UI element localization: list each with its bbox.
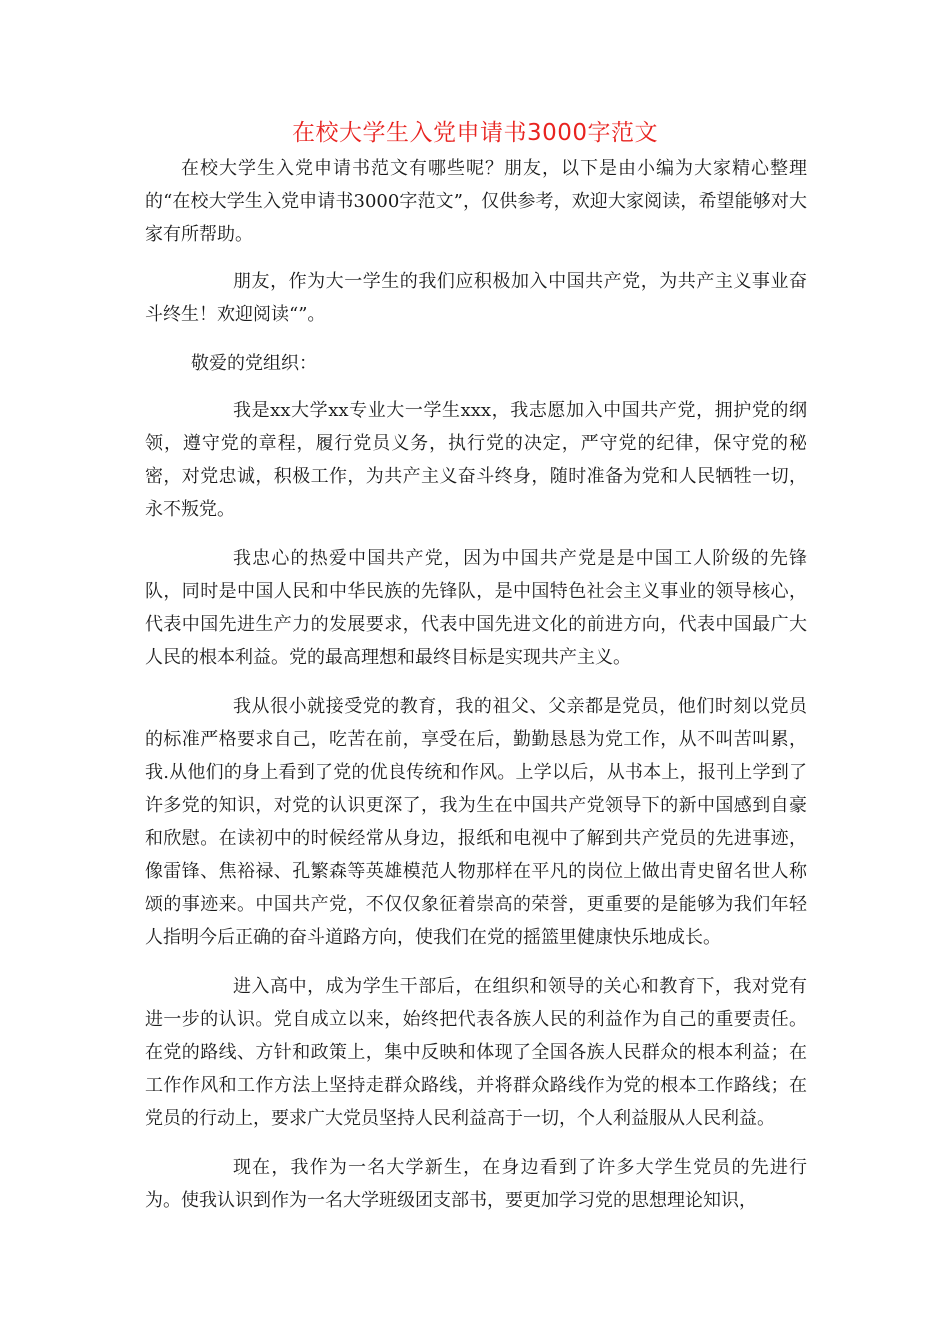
body-paragraph: 我从很小就接受党的教育，我的祖父、父亲都是党员，他们时刻以党员的标准严格要求自己，吃苦在前，享受在后，勤勤恳恳为党工作，从不叫苦叫累，我.从他们的身上看到了党的优良传统和作风。上学以后，从书本上，报刊上学到了许多党的知识，对党的认识更深了，我为生在中国共产党领导下的新中国感到自豪和欣慰。在读初中的时候经常从身边，报纸和电视中了解到共产党员的先进事迹，像雷锋、焦裕禄、孔繁森等英雄模范人物那样在平凡的岗位上做出青史留名世人称颂的事迹来。中国共产党，不仅仅象征着崇高的荣誉，更重要的是能够为我们年轻人指明今后正确的奋斗道路方向，使我们在党的摇篮里健康快乐地成长。	[145, 696, 807, 948]
body-paragraph: 朋友，作为大一学生的我们应积极加入中国共产党，为共产主义事业奋斗终生！欢迎阅读“”。	[145, 271, 807, 325]
body-paragraph: 我是xx大学xx专业大一学生xxx，我志愿加入中国共产党，拥护党的纲领，遵守党的章程，履行党员义务，执行党的决定，严守党的纪律，保守党的秘密，对党忠诚，积极工作，为共产主义奋斗终身，随时准备为党和人民牺牲一切，永不叛党。	[145, 400, 807, 520]
document-title: 在校大学生入党申请书3000字范文	[291, 120, 659, 146]
body-paragraph: 进入高中，成为学生干部后，在组织和领导的关心和教育下，我对党有进一步的认识。党自成立以来，始终把代表各族人民的利益作为自己的重要责任。在党的路线、方针和政策上，集中反映和体现了全国各族人民群众的根本利益；在工作作风和工作方法上坚持走群众路线，并将群众路线作为党的根本工作路线；在党员的行动上，要求广大党员坚持人民利益高于一切，个人利益服从人民利益。	[145, 976, 807, 1129]
body-paragraph: 我忠心的热爱中国共产党，因为中国共产党是是中国工人阶级的先锋队，同时是中国人民和中华民族的先锋队，是中国特色社会主义事业的领导核心，代表中国先进生产力的发展要求，代表中国先进文化的前进方向，代表中国最广大人民的根本利益。党的最高理想和最终目标是实现共产主义。	[145, 548, 807, 668]
salutation: 敬爱的党组织：	[191, 353, 317, 374]
body-paragraph: 现在，我作为一名大学新生，在身边看到了许多大学生党员的先进行为。使我认识到作为一名大学班级团支部书，要更加学习党的思想理论知识，	[145, 1157, 807, 1211]
intro-paragraph: 在校大学生入党申请书范文有哪些呢？朋友，以下是由小编为大家精心整理的“在校大学生入党申请书3000字范文”，仅供参考，欢迎大家阅读，希望能够对大家有所帮助。	[145, 158, 807, 245]
document-body	[145, 152, 807, 1233]
